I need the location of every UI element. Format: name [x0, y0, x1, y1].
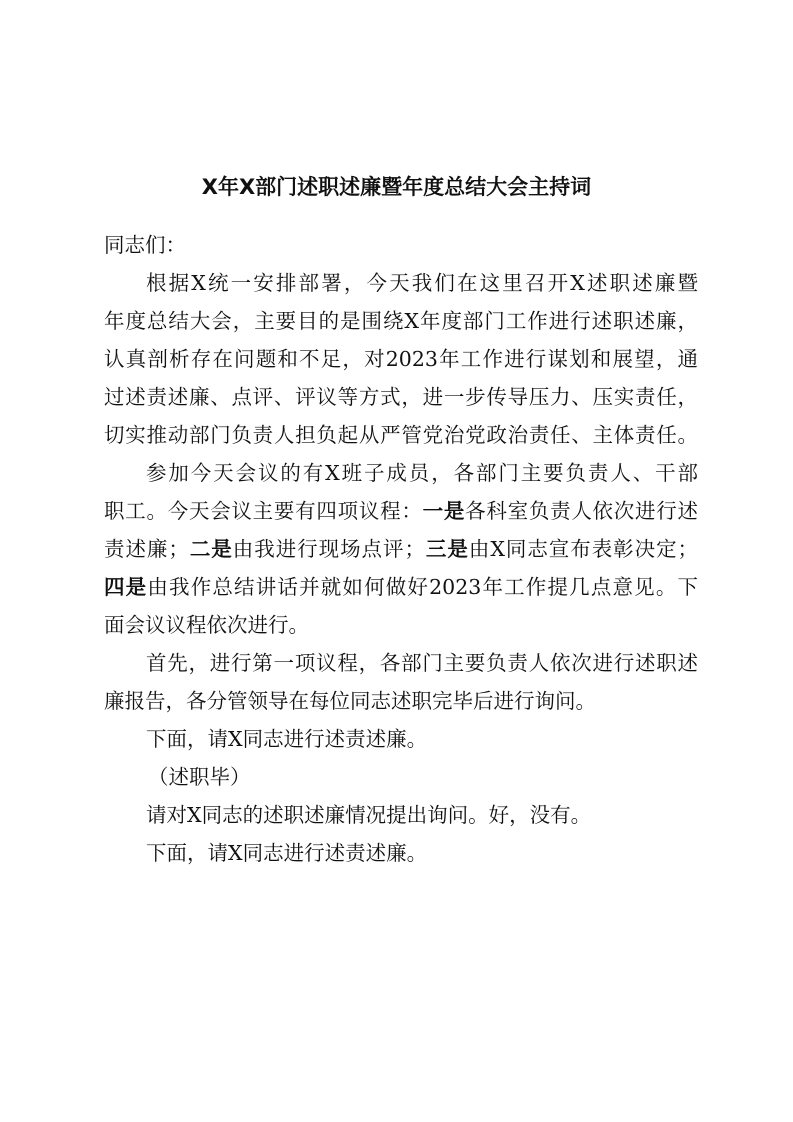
text-line: 过述责述廉、点评、评议等方式，进一步传导压力、压实责任，	[104, 385, 698, 409]
text-line: 年度总结大会，主要目的是围绕X年度部门工作进行述职述廉，	[104, 309, 698, 333]
paragraph-2	[104, 454, 698, 644]
paragraph-4: 下面，请X同志进行述责述廉。	[146, 727, 428, 751]
text-line: 参加今天会议的有X班子成员，各部门主要负责人、干部	[146, 461, 698, 485]
bold-text: 一是	[422, 499, 466, 523]
document-title: X年X部门述职述廉暨年度总结大会主持词	[201, 175, 592, 199]
text: 由X同志宣布表彰决定；	[468, 537, 699, 561]
text-line: 面会议议程依次进行。	[104, 613, 309, 637]
text-line: 根据X统一安排部署，今天我们在这里召开X述职述廉暨	[146, 271, 698, 295]
text: 各科室负责人依次进行述	[465, 499, 699, 523]
text-line: 切实推动部门负责人担负起从严管党治党政治责任、主体责任。	[104, 423, 698, 447]
text: 由我作总结讲话并就如何做好2023年工作提几点意见。下	[147, 575, 699, 599]
text-line	[104, 568, 698, 606]
text-line: 廉报告，各分管领导在每位同志述职完毕后进行询问。	[104, 689, 596, 713]
text: 责述廉；	[104, 537, 189, 561]
paragraph-3	[104, 644, 698, 720]
bold-text: 二是	[188, 537, 233, 561]
bold-text: 三是	[424, 537, 469, 561]
salutation: 同志们：	[104, 233, 186, 257]
bold-text: 四是	[104, 575, 148, 599]
paragraph-5: （述职毕）	[148, 765, 251, 789]
paragraph-7: 下面，请X同志进行述责述廉。	[146, 841, 428, 865]
text-line	[104, 530, 698, 568]
text: 职工。今天会议主要有四项议程：	[104, 499, 423, 523]
paragraph-6: 请对X同志的述职述廉情况提出询问。好，没有。	[146, 803, 592, 827]
text-line: 认真剖析存在问题和不足，对2023年工作进行谋划和展望，通	[104, 347, 698, 371]
text-line: 首先，进行第一项议程，各部门主要负责人依次进行述职述	[146, 651, 698, 675]
text: 由我进行现场点评；	[232, 537, 425, 561]
paragraph-1	[104, 264, 698, 454]
text-line	[104, 492, 698, 530]
document-body	[104, 226, 698, 872]
